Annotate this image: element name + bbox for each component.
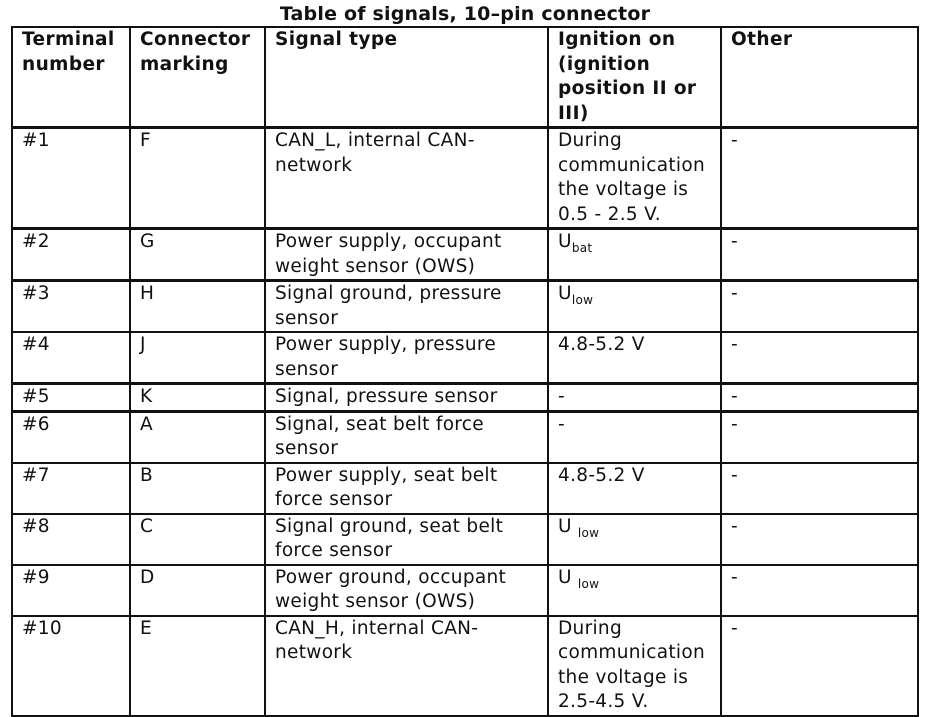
signal-cell: Power ground, occupant weight sensor (OWS) [265, 565, 548, 616]
signal-cell: Signal ground, seat belt force sensor [265, 514, 548, 565]
signal-cell: Signal ground, pressure sensor [265, 281, 548, 333]
header-terminal-number: Terminal number [12, 27, 130, 128]
signals-table [11, 26, 919, 717]
other-cell: - [721, 332, 918, 384]
ignition-cell [548, 229, 721, 281]
other-cell: - [721, 463, 918, 514]
other-cell: - [721, 229, 918, 281]
table-row [12, 332, 918, 384]
signal-cell: CAN_L, internal CAN-network [265, 128, 548, 229]
ignition-cell [548, 281, 721, 333]
ignition-cell: 4.8-5.2 V [548, 463, 721, 514]
ignition-cell: During communication the voltage is 2.5-4.5 V. [548, 616, 721, 716]
signal-cell: Signal, seat belt force sensor [265, 411, 548, 463]
ignition-cell: 4.8-5.2 V [548, 332, 721, 384]
marking-cell: D [130, 565, 265, 616]
marking-cell: K [130, 384, 265, 412]
voltage-symbol: U [558, 231, 572, 252]
ignition-cell [548, 565, 721, 616]
terminal-cell: #9 [12, 565, 130, 616]
marking-cell: F [130, 128, 265, 229]
document-title: Table of signals, 10–pin connector [279, 3, 651, 25]
signal-cell: Power supply, occupant weight sensor (OWS) [265, 229, 548, 281]
voltage-subscript: low [577, 576, 600, 591]
marking-cell: C [130, 514, 265, 565]
signal-cell: Power supply, pressure sensor [265, 332, 548, 384]
table-row [12, 128, 918, 229]
marking-cell: J [130, 332, 265, 384]
signal-cell: CAN_H, internal CAN-network [265, 616, 548, 716]
terminal-cell: #6 [12, 411, 130, 463]
table-row [12, 229, 918, 281]
header-connector-marking: Connector marking [130, 27, 265, 128]
other-cell: - [721, 565, 918, 616]
ignition-cell: - [548, 411, 721, 463]
terminal-cell: #7 [12, 463, 130, 514]
table-row [12, 384, 918, 412]
other-cell: - [721, 514, 918, 565]
voltage-subscript: low [571, 293, 594, 307]
signal-cell: Power supply, seat belt force sensor [265, 463, 548, 514]
ignition-cell: - [548, 384, 721, 412]
other-cell: - [721, 281, 918, 333]
header-row [12, 27, 918, 128]
terminal-cell: #5 [12, 384, 130, 412]
terminal-cell: #4 [12, 332, 130, 384]
signal-cell: Signal, pressure sensor [265, 384, 548, 412]
table-row [12, 281, 918, 333]
terminal-cell: #2 [12, 229, 130, 281]
ignition-cell: During communication the voltage is 0.5 - 2.5 V. [548, 128, 721, 229]
header-ignition-on: Ignition on (ignition position II or III) [548, 27, 721, 128]
other-cell: - [721, 411, 918, 463]
voltage-subscript: bat [571, 241, 593, 255]
voltage-subscript: low [577, 525, 600, 540]
header-signal-type: Signal type [265, 27, 548, 128]
marking-cell: G [130, 229, 265, 281]
marking-cell: A [130, 411, 265, 463]
other-cell: - [721, 616, 918, 716]
table-row [12, 514, 918, 565]
table-row [12, 463, 918, 514]
header-other: Other [721, 27, 918, 128]
terminal-cell: #3 [12, 281, 130, 333]
table-row [12, 411, 918, 463]
voltage-symbol: U [558, 566, 572, 588]
ignition-cell [548, 514, 721, 565]
other-cell: - [721, 384, 918, 412]
marking-cell: H [130, 281, 265, 333]
marking-cell: E [130, 616, 265, 716]
voltage-symbol: U [558, 515, 572, 537]
table-row [12, 565, 918, 616]
terminal-cell: #1 [12, 128, 130, 229]
marking-cell: B [130, 463, 265, 514]
voltage-symbol: U [558, 283, 572, 304]
other-cell: - [721, 128, 918, 229]
terminal-cell: #10 [12, 616, 130, 716]
terminal-cell: #8 [12, 514, 130, 565]
table-row [12, 616, 918, 716]
